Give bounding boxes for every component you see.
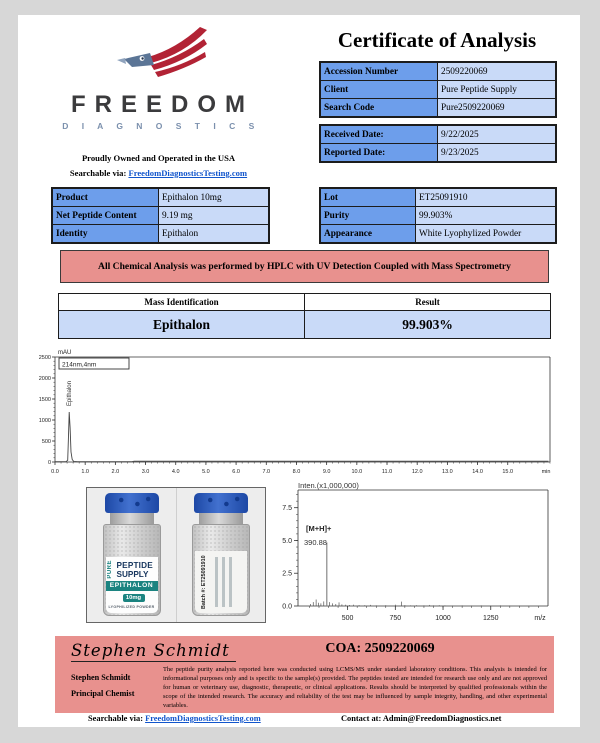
svg-text:10.0: 10.0 [351,469,363,475]
row-value: ET25091910 [416,189,556,207]
vial-batch-text: Batch #: ET25091910 [201,555,207,609]
result-header-row [59,294,551,311]
signature-block [55,636,554,713]
svg-text:7.5: 7.5 [282,505,292,513]
svg-text:214nm,4nm: 214nm,4nm [62,361,97,369]
svg-text:2500: 2500 [38,355,51,361]
vial-back-label [195,551,247,613]
svg-text:9.0: 9.0 [322,469,331,475]
row-value: White Lyophylized Powder [416,225,556,243]
eagle-icon [104,27,214,89]
footer-search [88,714,261,723]
brand-name: FREEDOM [71,91,254,118]
svg-text:1000: 1000 [435,615,451,622]
vial-back [190,493,252,617]
row-value: 9.19 mg [159,207,269,225]
svg-text:500: 500 [341,615,354,622]
svg-text:0.0: 0.0 [51,469,59,475]
disclaimer-text: The peptide purity analysis reported here was conducted using LCMS/MS under standard laboratory conditions. This analysis is intended for informational purposes only and is specific to the sample(s) provided. The peptides tested are intended for research use only and are not approved for human or veterinary use, diagnostic, therapeutic, or clinical applications. Results should be interpreted by qualified professionals within the scope of the intended research. The accuracy and reliability of the test may be influenced by sample integrity, handling, and other experimental variables. [163,666,547,710]
row-label: Client [321,81,438,99]
table-row [321,189,556,207]
row-label: Appearance [321,225,416,243]
svg-text:0.0: 0.0 [282,603,292,611]
svg-text:4.0: 4.0 [171,469,180,475]
vial-cap [194,493,248,513]
vial-subtext: LYOPHILIZED POWDER [108,605,155,609]
svg-text:2.0: 2.0 [111,469,120,475]
row-label: Accession Number [321,63,438,81]
footer-contact: Contact at: Admin@FreedomDiagnostics.net [341,714,502,723]
svg-text:2000: 2000 [38,376,51,382]
document-page [18,15,580,727]
info-table [320,62,556,117]
row-label: Search Code [321,99,438,117]
row-value: 2509220069 [438,63,556,81]
lot-table [320,188,556,243]
row-value: 9/22/2025 [438,126,556,144]
analysis-method-banner: All Chemical Analysis was performed by HPLC with UV Detection Coupled with Mass Spectrometry [60,250,549,283]
signer-name: Stephen Schmidt [71,673,131,682]
result-value-mass: Epithalon [59,311,305,339]
vial-brand-line2: SUPPLY [116,570,149,579]
svg-text:7.0: 7.0 [262,469,271,475]
tagline: Proudly Owned and Operated in the USA [81,153,236,163]
result-value-percent: 99.903% [305,311,551,339]
svg-text:2.5: 2.5 [282,570,292,578]
label-fine-print-bar [229,557,232,607]
chromatogram-chart [25,348,571,480]
vial-peptide-name: EPITHALON [106,581,158,591]
svg-text:12.0: 12.0 [411,469,423,475]
mass-spec-chart [268,482,564,634]
table-row [53,207,269,225]
table-row [321,99,556,117]
vial-brand-vertical: PURE [106,560,113,579]
svg-text:[M+H]+: [M+H]+ [306,524,332,533]
svg-text:13.0: 13.0 [442,469,453,475]
coa-number: COA: 2509220069 [325,641,435,656]
result-table [58,293,551,339]
svg-text:390.88: 390.88 [304,538,327,547]
label-fine-print-bar [222,557,225,607]
table-row [53,225,269,243]
row-value: Epithalon 10mg [159,189,269,207]
table-row [321,63,556,81]
svg-text:8.0: 8.0 [292,469,301,475]
result-data-row [59,311,551,339]
searchable-link[interactable]: FreedomDiagnosticsTesting.com [128,168,248,178]
vial-body [192,524,250,616]
row-label: Reported Date: [321,144,438,162]
footer-search-link[interactable]: FreedomDiagnosticsTesting.com [145,714,261,723]
svg-text:11.0: 11.0 [381,469,393,475]
table-row [321,144,556,162]
label-fine-print-bar [215,557,218,607]
svg-text:min: min [541,469,551,475]
svg-text:750: 750 [389,615,402,622]
svg-text:mAU: mAU [58,350,72,356]
brand-subtitle: D I A G N O S T I C S [62,121,260,131]
row-label: Identity [53,225,159,243]
searchable-label: Searchable via: [69,168,129,178]
svg-text:0: 0 [47,460,51,466]
signer-title: Principal Chemist [71,689,135,698]
svg-text:5.0: 5.0 [202,469,210,475]
vial-body [103,524,161,616]
table-row [321,81,556,99]
page-title: Certificate of Analysis [337,28,537,52]
svg-text:1000: 1000 [38,418,51,424]
row-label: Received Date: [321,126,438,144]
vial-brand-line1: PEPTIDE [116,561,153,570]
row-value: 99.903% [416,207,556,225]
svg-text:Inten.(x1,000,000): Inten.(x1,000,000) [298,482,359,490]
table-row [321,126,556,144]
vial-cap [105,493,159,513]
row-label: Purity [321,207,416,225]
row-label: Product [53,189,159,207]
result-header-result: Result [305,294,551,311]
vial-back-photo [176,488,265,622]
row-value: Pure Peptide Supply [438,81,556,99]
row-label: Net Peptide Content [53,207,159,225]
svg-text:500: 500 [41,439,51,445]
vial-front-photo [87,488,176,622]
svg-text:1.0: 1.0 [81,469,90,475]
dates-table [320,125,556,162]
footer-search-label: Searchable via: [88,714,146,723]
brand-logo [36,27,281,131]
svg-text:m/z: m/z [534,615,546,622]
vial-front-label [106,557,158,613]
row-value: Epithalon [159,225,269,243]
row-value: Pure2509220069 [438,99,556,117]
svg-text:15.0: 15.0 [502,469,514,475]
svg-text:1250: 1250 [482,615,499,622]
svg-text:14.0: 14.0 [472,469,483,475]
svg-text:1500: 1500 [38,397,51,403]
svg-text:5.0: 5.0 [282,537,292,545]
product-table [52,188,269,243]
signature-script: Stephen Schmidt [71,641,236,662]
table-row [53,189,269,207]
table-row [321,225,556,243]
row-label: Lot [321,189,416,207]
vial-front [101,493,163,617]
svg-text:6.0: 6.0 [232,469,240,475]
svg-text:3.0: 3.0 [141,469,150,475]
svg-text:Epithalon: Epithalon [67,380,74,407]
searchable-line [36,168,281,178]
table-row [321,207,556,225]
vial-dose: 10mg [123,594,145,602]
vial-photos [86,487,266,623]
result-header-mass: Mass Identification [59,294,305,311]
row-value: 9/23/2025 [438,144,556,162]
